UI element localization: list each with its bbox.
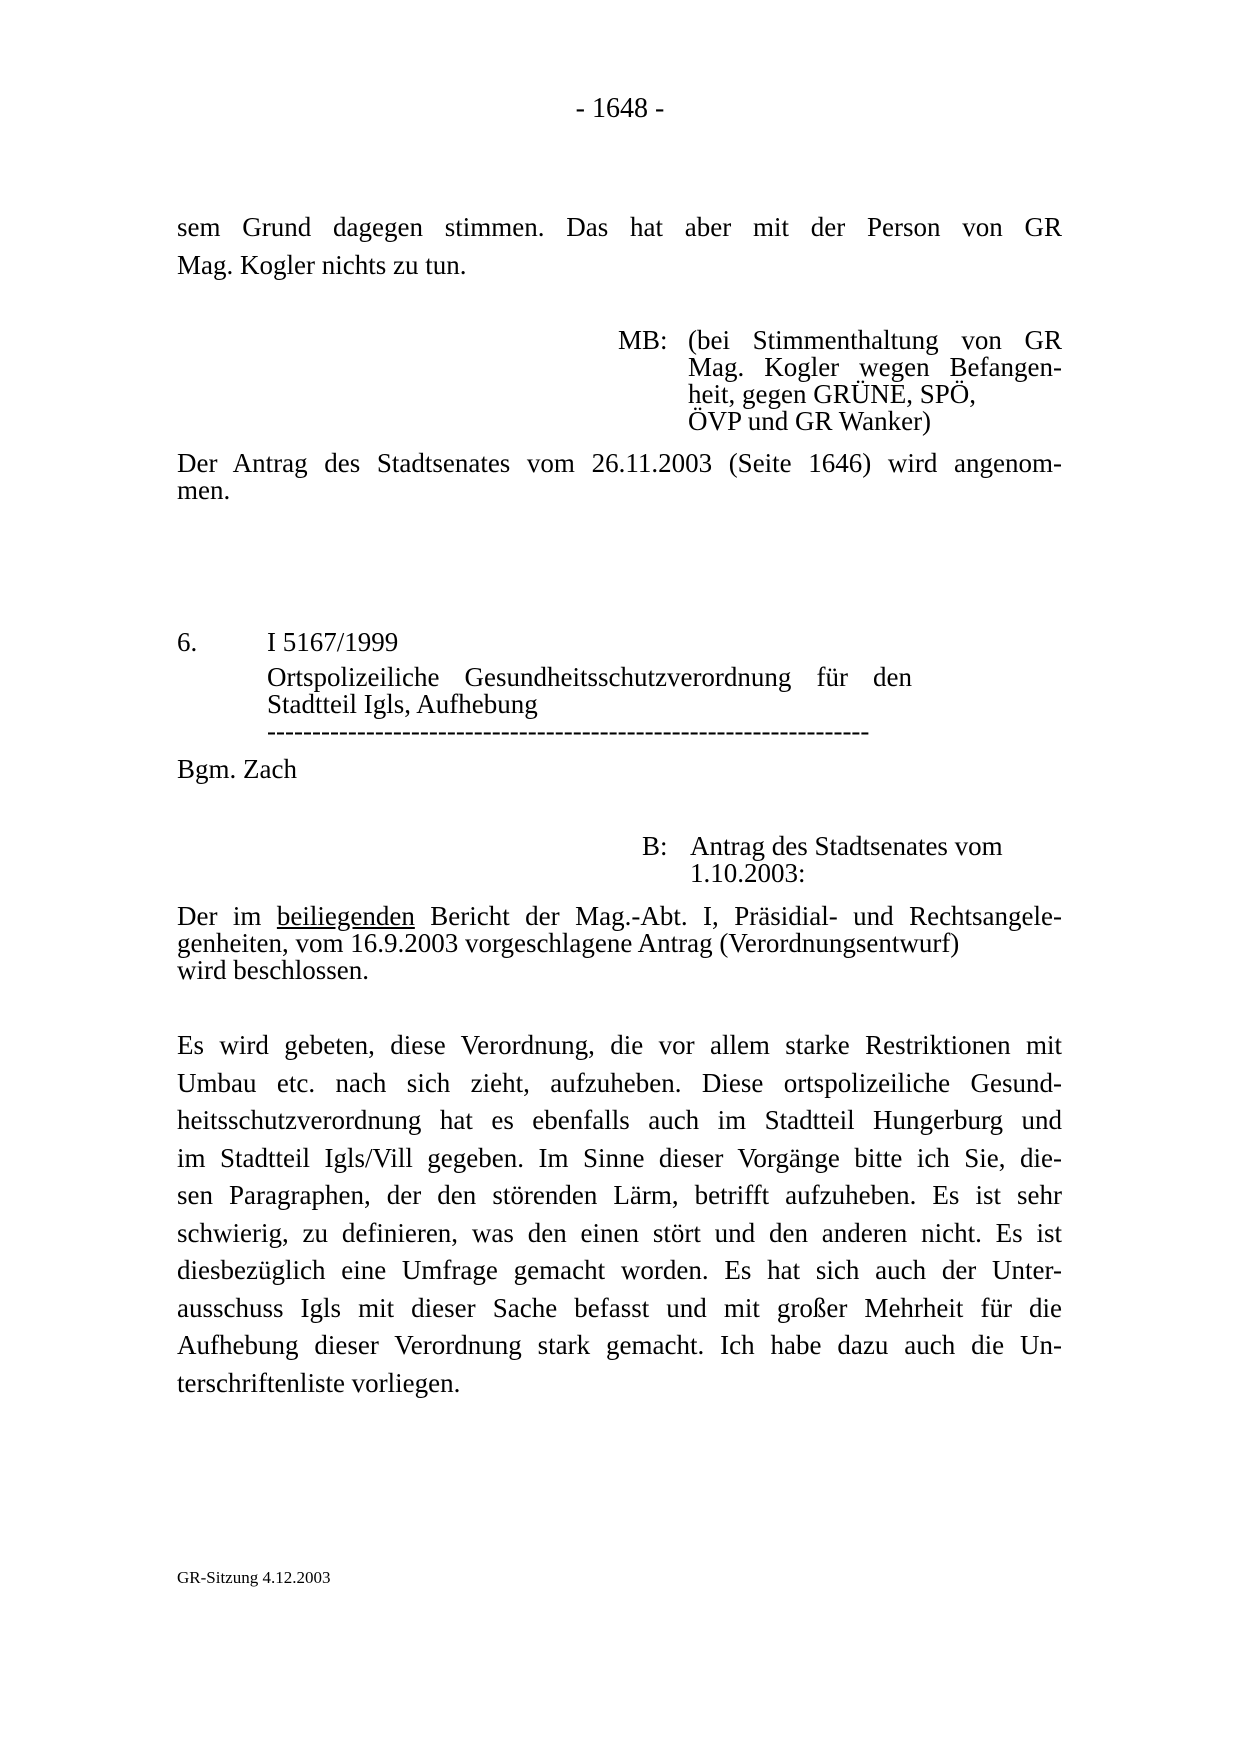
speech-line: ausschuss Igls mit dieser Sache befasst und mit großer Mehrheit für die xyxy=(177,1292,1062,1323)
resolution-2-text-end: Bericht der Mag.-Abt. I, Präsidial- und Rechtsangele- xyxy=(414,901,1063,931)
decision-mb-text xyxy=(688,327,1062,435)
footer-session-date: GR-Sitzung 4.12.2003 xyxy=(177,1568,331,1587)
decision-mb-line-1: (bei Stimmenthaltung von GR xyxy=(688,325,1062,355)
speech-line: heitsschutzverordnung hat es ebenfalls auch im Stadtteil Hungerburg und xyxy=(177,1105,1062,1135)
intro-line-2: Mag. Kogler nichts zu tun. xyxy=(177,250,467,280)
resolution-2-line-1 xyxy=(177,903,1062,930)
decision-mb-line-2: Mag. Kogler wegen Befangen- xyxy=(688,352,1062,382)
speech-line: Umbau etc. nach sich zieht, aufzuheben. Diese ortspolizeiliche Gesund- xyxy=(177,1067,1062,1098)
decision-b-label: B: xyxy=(642,831,668,861)
resolution-2-underlined-word: beiliegenden xyxy=(276,901,415,931)
speech-line: Aufhebung dieser Verordnung stark gemacht. Ich habe dazu auch die Un- xyxy=(177,1330,1062,1360)
agenda-item-title xyxy=(267,664,912,718)
speech-line: diesbezüglich eine Umfrage gemacht worden. Es hat sich auch der Unter- xyxy=(177,1255,1062,1285)
agenda-item-file-number: I 5167/1999 xyxy=(267,627,399,657)
decision-mb-line-3: heit, gegen GRÜNE, SPÖ, xyxy=(688,379,976,409)
speech-paragraph xyxy=(177,1027,1062,1402)
agenda-item-title-line-1: Ortspolizeiliche Gesundheitsschutzverordnung für den xyxy=(267,662,912,692)
speaker-name: Bgm. Zach xyxy=(177,754,297,784)
decision-mb-label: MB: xyxy=(618,325,668,355)
speech-line-last: terschriftenliste vorliegen. xyxy=(177,1367,461,1398)
speech-line: im Stadtteil Igls/Vill gegeben. Im Sinne dieser Vorgänge bitte ich Sie, die- xyxy=(177,1142,1062,1173)
decision-mb-line-4: ÖVP und GR Wanker) xyxy=(688,406,932,436)
agenda-item-separator: ------------------------------------------------------------------- xyxy=(267,716,870,746)
resolution-1-line-1: Der Antrag des Stadtsenates vom 26.11.2003 (Seite 1646) wird angenom- xyxy=(177,448,1062,478)
intro-line-1: sem Grund dagegen stimmen. Das hat aber mit der Person von GR xyxy=(177,212,1062,242)
page-number: - 1648 - xyxy=(575,93,665,124)
resolution-2-text-start: Der im xyxy=(177,901,277,931)
agenda-item-number: 6. xyxy=(177,627,198,657)
decision-b-line-2: 1.10.2003: xyxy=(690,858,806,888)
decision-b-line-1: Antrag des Stadtsenates vom xyxy=(690,831,1003,861)
resolution-1-paragraph xyxy=(177,450,1062,504)
resolution-2-line-3: wird beschlossen. xyxy=(177,955,369,985)
decision-b-text xyxy=(690,833,1062,887)
resolution-1-line-2: men. xyxy=(177,475,231,505)
agenda-item-title-line-2: Stadtteil Igls, Aufhebung xyxy=(267,689,538,719)
intro-paragraph xyxy=(177,208,1062,284)
resolution-2-paragraph xyxy=(177,903,1062,984)
resolution-2-line-2: genheiten, vom 16.9.2003 vorgeschlagene Antrag (Verordnungsentwurf) xyxy=(177,928,960,958)
speech-line: Es wird gebeten, diese Verordnung, die vor allem starke Restriktionen mit xyxy=(177,1030,1062,1060)
speech-line: sen Paragraphen, der den störenden Lärm, betrifft aufzuheben. Es ist sehr xyxy=(177,1180,1062,1210)
speech-line: schwierig, zu definieren, was den einen stört und den anderen nicht. Es ist xyxy=(177,1217,1062,1248)
